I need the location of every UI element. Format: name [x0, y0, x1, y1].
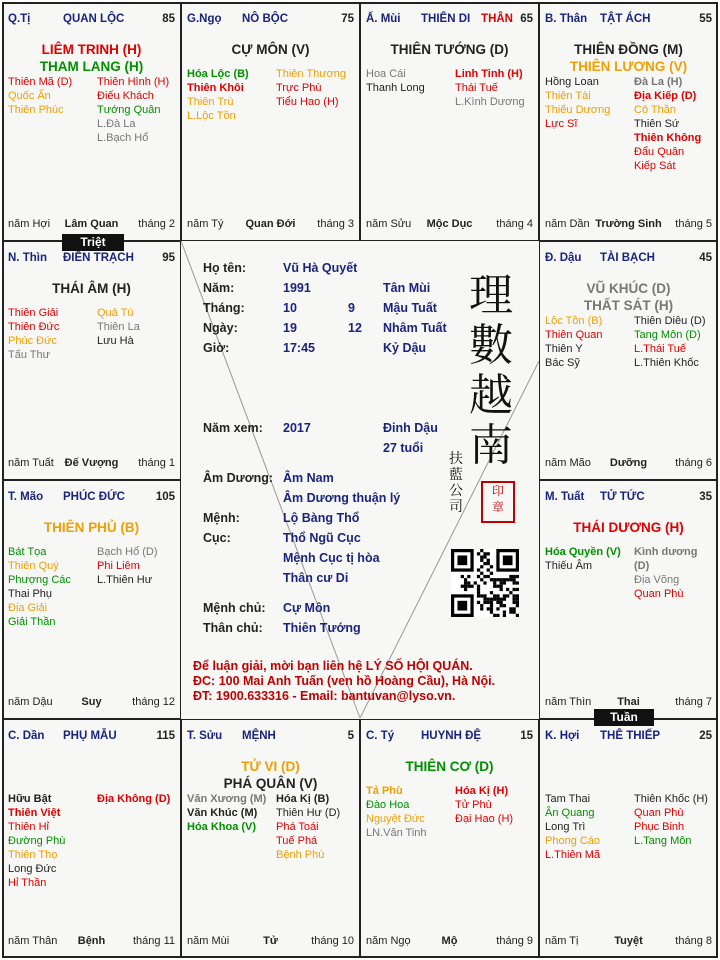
minor-star: Hoa Cái [366, 68, 406, 80]
center-info-panel [181, 241, 539, 718]
palace-cell [181, 2, 360, 241]
palace-month: tháng 5 [675, 218, 712, 230]
palace-name: PHỤ MẪU [63, 730, 117, 742]
minor-star: Tiểu Hao (H) [276, 96, 339, 108]
palace-name: TẬT ÁCH [600, 13, 651, 25]
menh-chu-label: Mệnh chủ: [203, 601, 266, 615]
palace-branch: T. Mão [8, 491, 44, 503]
info-label: Tháng: [203, 301, 245, 315]
minor-star: Bạch Hổ (D) [97, 546, 158, 558]
age-value: 27 tuổi [383, 441, 424, 455]
minor-star: Phong Cáo [545, 835, 601, 847]
palace-number: 115 [156, 730, 175, 742]
minor-star: Bệnh Phù [276, 849, 325, 861]
minor-star: Thiên Hỉ [8, 821, 49, 833]
palace-footer [8, 457, 175, 471]
minor-star: Hóa Quyền (V) [545, 546, 621, 558]
minor-star: L.Thiên Mã [545, 849, 601, 861]
am-duong-value: Âm Nam [283, 471, 334, 485]
main-stars [3, 280, 180, 297]
minor-star: L.Bạch Hổ [97, 132, 149, 144]
palace-number: 85 [162, 13, 175, 25]
palace-stage: Thai [617, 696, 640, 708]
minor-star: Địa Kiếp (D) [634, 90, 697, 102]
minor-star: L.Thái Tuế [634, 343, 686, 355]
minor-star: Hóa Lộc (B) [187, 68, 249, 80]
minor-star: L.Thiên Hư [97, 574, 153, 586]
palace-cell [2, 241, 181, 480]
palace-number: 95 [162, 252, 175, 264]
minor-star: L.Đà La [97, 118, 136, 130]
info-value-can-chi: Nhâm Tuất [383, 321, 447, 335]
palace-cell [539, 719, 718, 958]
minor-star: Đường Phù [8, 835, 66, 847]
palace-cell [2, 2, 181, 241]
main-stars [540, 519, 717, 536]
info-value-can-chi: Tân Mùi [383, 281, 431, 295]
palace-header [366, 730, 533, 744]
palace-stage: Bệnh [77, 935, 106, 947]
calligraphy-subtitle: 扶藍公司 [449, 451, 463, 515]
info-value: Vũ Hà Quyết [283, 261, 358, 275]
palace-month: tháng 4 [496, 218, 533, 230]
minor-star: Hóa Kị (H) [455, 785, 509, 797]
minor-star: Tam Thai [545, 793, 591, 805]
minor-star: Phi Liêm [97, 560, 140, 572]
minor-star: Phượng Các [8, 574, 71, 586]
minor-star: Đào Hoa [366, 799, 410, 811]
info-value: 10 [283, 301, 297, 315]
palace-number: 5 [347, 730, 354, 742]
palace-year: năm Tị [545, 935, 579, 947]
palace-year: năm Thân [8, 935, 58, 947]
info-value: 17:45 [283, 341, 315, 355]
minor-star: Ân Quang [545, 807, 595, 819]
palace-stage: Tử [263, 935, 278, 947]
main-stars [361, 758, 538, 775]
minor-star: Hỉ Thần [8, 877, 47, 889]
minor-star: Thiên Tài [545, 90, 591, 102]
info-value-can-chi: Mậu Tuất [383, 301, 437, 315]
minor-star: Hóa Kị (B) [276, 793, 330, 805]
palace-month: tháng 12 [132, 696, 175, 708]
info-label: Năm: [203, 281, 235, 295]
palace-header [545, 13, 712, 27]
palace-branch: G.Ngọ [187, 13, 222, 25]
info-value-lunar: 12 [348, 321, 362, 335]
palace-cell [360, 2, 539, 241]
minor-star: Thiên Thương [276, 68, 347, 80]
minor-star: Thiên Mã (D) [8, 76, 73, 88]
minor-star: Đại Hao (H) [455, 813, 514, 825]
calligraphy-text: 理數越南 [469, 270, 513, 471]
palace-footer [366, 218, 533, 232]
main-stars [540, 41, 717, 75]
palace-name: TÀI BẠCH [600, 252, 655, 264]
palace-branch: Ấ. Mùi [366, 13, 401, 25]
main-stars [182, 758, 359, 792]
year-view-can: Đinh Dậu [383, 421, 438, 435]
palace-name: NÔ BỘC [242, 13, 288, 25]
minor-star: Tướng Quân [97, 104, 161, 116]
minor-star: Bát Tọa [8, 546, 47, 558]
main-star: CỰ MÔN (V) [231, 42, 310, 57]
minor-star: Quan Phù [634, 807, 684, 819]
palace-number: 35 [699, 491, 712, 503]
minor-star: Thiên Sứ [634, 118, 680, 130]
main-star: THAM LANG (H) [39, 59, 144, 74]
main-star: TỬ VI (D) [241, 759, 300, 774]
palace-footer [8, 696, 175, 710]
cuc-value-3: Thân cư Di [283, 571, 349, 585]
palace-footer [545, 218, 712, 232]
minor-star: Thiên Diêu (D) [634, 315, 706, 327]
main-stars [3, 41, 180, 75]
palace-header [187, 730, 354, 744]
minor-star: Thiếu Dương [545, 104, 611, 116]
palace-footer [187, 218, 354, 232]
minor-star: Long Trì [545, 821, 586, 833]
palace-year: năm Mão [545, 457, 591, 469]
minor-star: L.Kình Dương [455, 96, 525, 108]
minor-star: Lực Sĩ [545, 118, 578, 130]
palace-footer [8, 218, 175, 232]
palace-stage: Trường Sinh [595, 218, 662, 230]
minor-star: Hóa Khoa (V) [187, 821, 257, 833]
palace-header [545, 491, 712, 505]
minor-star: Thiên Quý [8, 560, 59, 572]
minor-star: Nguyệt Đức [366, 813, 425, 825]
info-label: Ngày: [203, 321, 238, 335]
minor-star: Địa Võng [634, 574, 680, 586]
minor-star: Địa Giải [8, 602, 48, 614]
minor-star: Đẩu Quân [634, 146, 685, 158]
info-label: Họ tên: [203, 261, 247, 275]
palace-branch: N. Thìn [8, 252, 47, 264]
minor-star: Thiếu Âm [545, 560, 593, 572]
palace-year: năm Tý [187, 218, 224, 230]
minor-star: Kình dương (D) [634, 546, 698, 572]
minor-star: Trực Phù [276, 82, 322, 94]
palace-name: ĐIỀN TRẠCH [63, 252, 134, 264]
red-seal-icon: 印 章 [481, 481, 515, 523]
palace-number: 65 [520, 13, 533, 25]
palace-stage: Suy [81, 696, 102, 708]
palace-footer [545, 935, 712, 949]
minor-star: Linh Tinh (H) [455, 68, 523, 80]
palace-footer [545, 696, 712, 710]
minor-star: L.Lộc Tồn [187, 110, 236, 122]
minor-star: Thiên Trù [187, 96, 234, 108]
palace-year: năm Mùi [187, 935, 230, 947]
palace-stage: Quan Đới [245, 218, 296, 230]
palace-year: năm Hợi [8, 218, 51, 230]
menh-label: Mệnh: [203, 511, 240, 525]
palace-month: tháng 8 [675, 935, 712, 947]
minor-star: Quan Phù [634, 588, 684, 600]
palace-stage: Đế Vượng [64, 457, 119, 469]
palace-name: TỬ TỨC [600, 491, 645, 503]
minor-star: LN.Văn Tinh [366, 827, 427, 839]
palace-header [8, 13, 175, 27]
year-view-label: Năm xem: [203, 421, 263, 435]
minor-star: Thiên Hư (D) [276, 807, 341, 819]
than-marker: THÂN [481, 13, 513, 25]
minor-star: Điếu Khách [97, 90, 154, 102]
minor-star: Thiên La [97, 321, 140, 333]
palace-month: tháng 7 [675, 696, 712, 708]
palace-stage: Mộc Dục [426, 218, 473, 230]
minor-star: Cô Thần [634, 104, 676, 116]
minor-star: Phá Toái [276, 821, 319, 833]
minor-star: Thiên Đức [8, 321, 60, 333]
main-star: THIÊN PHỦ (B) [43, 520, 140, 535]
palace-month: tháng 11 [132, 935, 175, 947]
palace-month: tháng 1 [138, 457, 175, 469]
minor-star: Lộc Tồn (B) [545, 315, 603, 327]
minor-star: Tấu Thư [8, 349, 51, 361]
main-stars [361, 41, 538, 58]
palace-month: tháng 2 [138, 218, 175, 230]
main-star: THẤT SÁT (H) [583, 298, 674, 313]
minor-star: Thiên Y [545, 343, 583, 355]
palace-branch: Đ. Dậu [545, 252, 582, 264]
minor-star: Thiên Thọ [8, 849, 58, 861]
palace-year: năm Dậu [8, 696, 53, 708]
palace-year: năm Dần [545, 218, 590, 230]
info-value-can-chi: Kỷ Dậu [383, 341, 427, 355]
palace-footer [8, 935, 175, 949]
minor-star: L.Thiên Khốc [634, 357, 699, 369]
palace-header [8, 730, 175, 744]
main-star: THIÊN TƯỚNG (D) [390, 42, 509, 57]
palace-name: MỆNH [242, 730, 276, 742]
minor-star: Thiên Việt [8, 807, 61, 819]
palace-month: tháng 3 [317, 218, 354, 230]
info-value: 1991 [283, 281, 311, 295]
palace-number: 105 [155, 491, 175, 503]
palace-cell [181, 719, 360, 958]
minor-star: Hữu Bật [8, 793, 52, 805]
tuan-tag: Tuần [594, 709, 654, 726]
minor-star: Tả Phù [366, 785, 403, 797]
minor-star: Phục Binh [634, 821, 685, 833]
main-star: VŨ KHÚC (D) [586, 281, 671, 296]
minor-star: Quả Tú [97, 307, 134, 319]
minor-star: Văn Khúc (M) [187, 807, 258, 819]
palace-branch: M. Tuất [545, 491, 585, 503]
info-label: Giờ: [203, 341, 230, 355]
palace-cell [539, 241, 718, 480]
palace-year: năm Sửu [366, 218, 412, 230]
palace-number: 75 [341, 13, 354, 25]
calligraphy-logo [466, 271, 516, 471]
palace-number: 15 [520, 730, 533, 742]
palace-month: tháng 6 [675, 457, 712, 469]
palace-header [545, 730, 712, 744]
palace-cell [360, 719, 539, 958]
palace-name: THÊ THIẾP [600, 730, 661, 742]
palace-cell [539, 480, 718, 719]
main-star: THIÊN CƠ (D) [405, 759, 494, 774]
palace-branch: C. Tý [366, 730, 395, 742]
minor-star: Thiên Khôi [187, 82, 244, 94]
minor-star: Thiên Giải [8, 307, 59, 319]
main-star: THIÊN LƯƠNG (V) [569, 59, 688, 74]
minor-star: Kiếp Sát [634, 160, 676, 172]
palace-header [8, 491, 175, 505]
palace-branch: C. Dần [8, 730, 45, 742]
main-star: THÁI DƯƠNG (H) [573, 520, 684, 535]
than-chu-label: Thân chủ: [203, 621, 263, 635]
main-star: LIÊM TRINH (H) [41, 42, 142, 57]
minor-star: Thiên Không [634, 132, 702, 144]
main-stars [182, 41, 359, 58]
contact-line-1: Để luận giải, mời bạn liên hệ LÝ SỐ HỘI QUÁN. [193, 659, 473, 673]
palace-year: năm Ngọ [366, 935, 411, 947]
contact-line-2: ĐC: 100 Mai Anh Tuấn (ven hồ Hoàng Cầu), Hà Nội. [193, 674, 496, 688]
main-stars [540, 280, 717, 314]
minor-star: Bác Sỹ [545, 357, 580, 369]
contact-line-3: ĐT: 1900.633316 - Email: bantuvan@lyso.vn. [193, 689, 456, 703]
palace-cell [2, 719, 181, 958]
minor-star: Địa Không (D) [97, 793, 171, 805]
menh-value: Lộ Bàng Thổ [283, 511, 360, 525]
minor-star: Đà La (H) [634, 76, 683, 88]
palace-month: tháng 10 [311, 935, 354, 947]
palace-year: năm Thìn [545, 696, 592, 708]
palace-cell [2, 480, 181, 719]
palace-footer [545, 457, 712, 471]
minor-star: Thanh Long [366, 82, 425, 94]
minor-star: Quốc Ấn [8, 90, 51, 102]
palace-cell [539, 2, 718, 241]
palace-branch: T. Sửu [187, 730, 223, 742]
minor-star: Tuế Phá [276, 835, 318, 847]
palace-header [545, 252, 712, 266]
palace-year: năm Tuất [8, 457, 54, 469]
palace-branch: K. Hợi [545, 730, 580, 742]
cuc-label: Cục: [203, 531, 231, 545]
main-star: PHÁ QUÂN (V) [223, 776, 318, 791]
palace-stage: Dưỡng [609, 457, 648, 469]
year-view-value: 2017 [283, 421, 311, 435]
palace-header [187, 13, 354, 27]
minor-star: Thiên Quan [545, 329, 603, 341]
palace-footer [366, 935, 533, 949]
minor-star: Lưu Hà [97, 335, 134, 347]
palace-header [8, 252, 175, 266]
minor-star: Thiên Hình (H) [97, 76, 170, 88]
main-star: THIÊN ĐỒNG (M) [574, 42, 683, 57]
menh-chu-value: Cự Môn [283, 601, 331, 615]
contact-info [193, 659, 495, 704]
palace-month: tháng 9 [496, 935, 533, 947]
minor-star: Thai Phụ [8, 588, 53, 600]
minor-star: Giải Thần [8, 616, 56, 628]
cuc-value: Thổ Ngũ Cục [283, 531, 361, 545]
minor-star: L.Tang Môn [634, 835, 692, 847]
minor-star: Văn Xương (M) [187, 793, 267, 805]
palace-stage: Tuyệt [614, 935, 643, 947]
minor-star: Tử Phù [455, 799, 492, 811]
cuc-value-2: Mệnh Cục tị hòa [283, 551, 380, 565]
palace-number: 45 [699, 252, 712, 264]
palace-branch: Q.Tị [8, 13, 31, 25]
minor-star: Thiên Phúc [8, 104, 64, 116]
palace-header [366, 13, 533, 27]
minor-star: Hồng Loan [545, 76, 599, 88]
palace-name: HUYNH ĐỆ [421, 730, 482, 742]
palace-name: PHÚC ĐỨC [63, 491, 125, 503]
palace-name: QUAN LỘC [63, 13, 125, 25]
palace-footer [187, 935, 354, 949]
palace-number: 25 [699, 730, 712, 742]
info-value: 19 [283, 321, 297, 335]
minor-star: Phúc Đức [8, 335, 57, 347]
am-duong-label: Âm Dương: [203, 471, 274, 485]
palace-number: 55 [699, 13, 712, 25]
palace-stage: Mộ [441, 935, 458, 947]
main-stars [3, 519, 180, 536]
triet-tag: Triệt [62, 234, 124, 251]
main-star: THÁI ÂM (H) [52, 281, 131, 296]
minor-star: Long Đức [8, 863, 57, 875]
minor-star: Thái Tuế [455, 82, 498, 94]
minor-star: Tang Môn (D) [634, 329, 701, 341]
qr-code-icon[interactable] [451, 549, 519, 617]
am-duong-value-2: Âm Dương thuận lý [283, 491, 401, 505]
minor-star: Thiên Khốc (H) [634, 793, 708, 805]
palace-stage: Lâm Quan [64, 218, 119, 230]
palace-branch: B. Thân [545, 13, 588, 25]
than-chu-value: Thiên Tướng [283, 621, 361, 635]
palace-name: THIÊN DI [421, 13, 471, 25]
info-value-lunar: 9 [348, 301, 355, 315]
